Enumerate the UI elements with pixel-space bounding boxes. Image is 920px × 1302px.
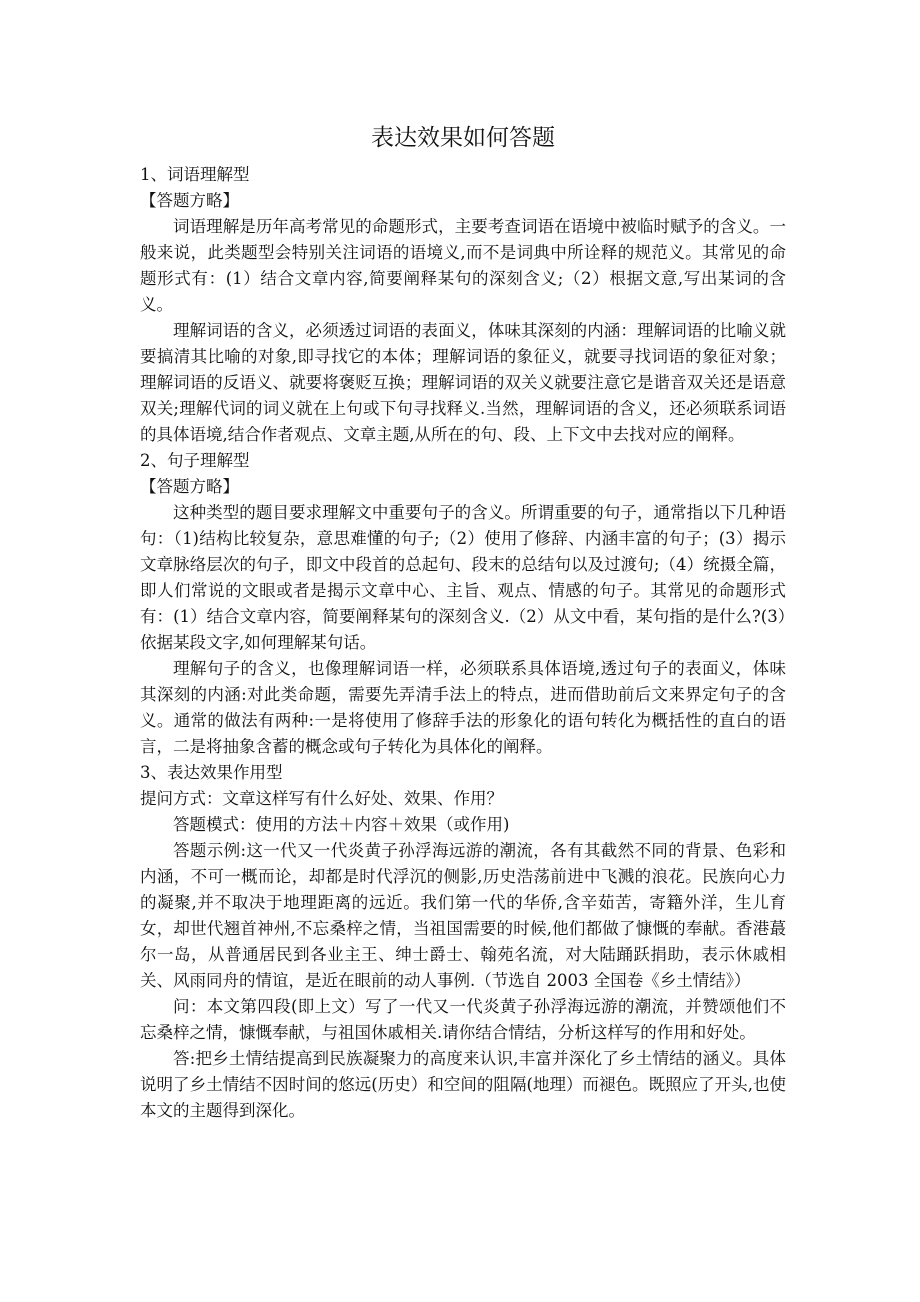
section-2-paragraph-1: 这种类型的题目要求理解文中重要句子的含义。所谓重要的句子，通常指以下几种语句：（1)结构比较复杂，意思难懂的句子;（2）使用了修辞、内涵丰富的句子；(3）揭示文章脉络层次的句子，即文中段首的总起句、段末的总结句以及过渡句;（4）统摄全篇，即人们常说的文眼或者是揭示文章中心、主旨、观点、情感的句子。其常见的命题形式有：(1）结合文章内容，简要阐释某句的深刻含义.（2）从文中看，某句指的是什么?(3）依据某段文字,如何理解某句话。 — [140, 503, 786, 652]
section-3-example: 答题示例:这一代又一代炎黄子孙浮海远游的潮流，各有其截然不同的背景、色彩和内涵，不可一概而论，却都是时代浮沉的侧影,历史浩荡前进中飞溅的浪花。民族向心力的凝聚,并不取决于地理距离的远近。我们第一代的华侨,含辛茹苦，寄籍外洋，生儿育女，却世代翘首神州,不忘桑梓之情，当祖国需要的时候,他们都做了慷慨的奉献。香港蕞尔一岛，从普通居民到各业主王、绅士爵士、翰苑名流，对大陆踊跃捐助，表示休戚相关、风雨同舟的情谊，是近在眼前的动人事例.（节选自 2003 全国卷《乡土情结》） — [140, 841, 786, 990]
section-1-strategy-label: 【答题方略】 — [140, 191, 239, 210]
section-2-strategy-label: 【答题方略】 — [140, 477, 239, 496]
section-1-paragraph-1: 词语理解是历年高考常见的命题形式，主要考查词语在语境中被临时赋予的含义。一般来说，此类题型会特别关注词语的语境义,而不是词典中所诠释的规范义。其常见的命题形式有：(1）结合文章内容,简要阐释某句的深刻含义;（2）根据文意,写出某词的含义。 — [140, 217, 786, 314]
document-page — [140, 120, 786, 1124]
section-2-heading: 2、句子理解型 — [140, 451, 250, 470]
document-title: 表达效果如何答题 — [371, 125, 555, 151]
section-3-answer-pattern: 答题模式：使用的方法＋内容＋效果（或作用) — [173, 815, 510, 834]
section-1-paragraph-2: 理解词语的含义，必须透过词语的表面义，体味其深刻的内涵：理解词语的比喻义就要搞清其比喻的对象,即寻找它的本体；理解词语的象征义，就要寻找词语的象征对象；理解词语的反语义、就要将褒贬互换；理解词语的双关义就要注意它是谐音双关还是语意双关;理解代词的词义就在上句或下句寻找释义.当然，理解词语的含义，还必须联系词语的具体语境,结合作者观点、文章主题,从所在的句、段、上下文中去找对应的阐释。 — [140, 321, 786, 444]
section-3-heading: 3、表达效果作用型 — [140, 763, 283, 782]
section-3-question: 问：本文第四段(即上文）写了一代又一代炎黄子孙浮海远游的潮流，并赞颂他们不忘桑梓之情，慷慨奉献，与祖国休戚相关.请你结合情结，分析这样写的作用和好处。 — [140, 997, 786, 1042]
section-3-ask-way: 提问方式：文章这样写有什么好处、效果、作用？ — [140, 789, 503, 808]
section-1-heading: 1、词语理解型 — [140, 165, 250, 184]
section-2-paragraph-2: 理解句子的含义，也像理解词语一样，必须联系具体语境,透过句子的表面义，体味其深刻的内涵:对此类命题，需要先弄清手法上的特点，进而借助前后文来界定句子的含义。通常的做法有两种:一是将使用了修辞手法的形象化的语句转化为概括性的直白的语言，二是将抽象含蓄的概念或句子转化为具体化的阐释。 — [140, 659, 786, 756]
section-3-answer: 答:把乡土情结提高到民族凝聚力的高度来认识,丰富并深化了乡土情结的涵义。具体说明了乡土情结不因时间的悠远(历史）和空间的阻隔(地理）而褪色。既照应了开头,也使本文的主题得到深化。 — [140, 1049, 786, 1120]
